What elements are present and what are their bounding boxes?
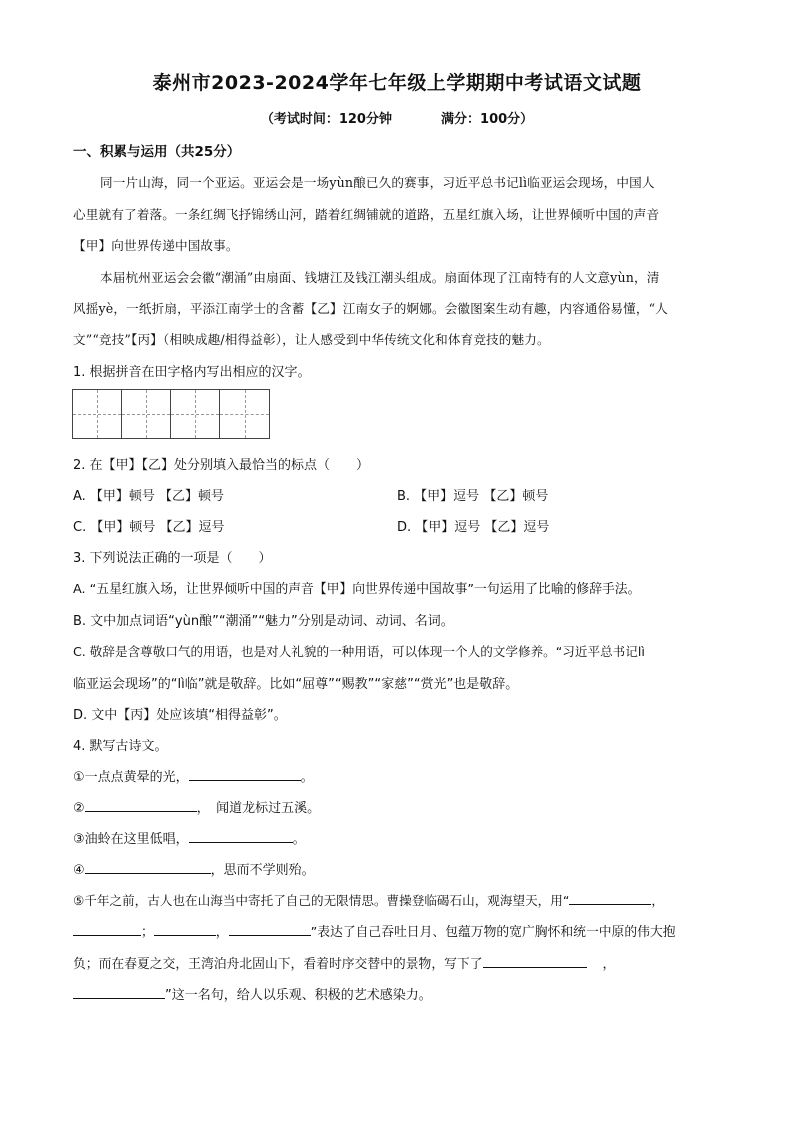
q4-item-1-post: 。 [300,770,314,785]
answer-blank[interactable] [189,766,301,781]
q3-option-d[interactable]: D. 文中【丙】处应该填“相得益彰”。 [73,708,287,723]
answer-blank[interactable] [85,859,211,874]
passage-p2-line1: 本届杭州亚运会会徽“潮涌”由扇面、钱塘江及钱江潮头组成。扇面体现了江南特有的人文意yùn，清 [100,270,660,285]
q4-item-5-line2 [73,921,676,940]
passage-p1-line2: 心里就有了着落。一条红绸飞抒锦绣山河，踏着红绸铺就的道路，五星红旗入场，让世界倾听中国的声音 [73,207,660,222]
q4-item-5-text2: ”表达了自己吞吐日月、包蕴万物的宽广胸怀和统一中原的伟大抱 [310,925,676,940]
passage-p2-line2: 风摇yè，一纸折扇，平添江南学士的含蓄【乙】江南女子的婀娜。会徽图案生动有趣，内容通俗易懂，“人 [73,301,668,316]
q4-item-5-line4 [73,984,432,1003]
q4-item-5-text4: ”这一名句，给人以乐观、积极的艺术感染力。 [165,988,432,1003]
q4-item-4-post: ，思而不学则殆。 [210,863,315,878]
passage-p1-line1: 同一片山海，同一个亚运。亚运会是一场yùn酿已久的赛事，习近平总书记lì临亚运会现场，中国人 [100,175,655,190]
q3-option-b[interactable]: B. 文中加点词语“yùn酿”“潮涌”“魅力”分别是动词、动词、名词。 [73,614,454,629]
grid-cell[interactable] [171,390,220,438]
q3-option-c-line2[interactable]: 临亚运会现场”的“lì临”就是敬辞。比如“屈尊”“赐教”“家慈”“赏光”也是敬辞。 [73,677,519,692]
question-2: 2. 在【甲】【乙】处分别填入最恰当的标点（ ） [73,458,370,473]
section-heading: 一、积累与运用（共25分） [73,144,241,160]
grid-cell[interactable] [73,390,122,438]
answer-blank[interactable] [189,828,293,843]
question-1: 1. 根据拼音在田字格内写出相应的汉字。 [73,365,311,380]
q4-item-1-pre: ①一点点黄晕的光， [73,770,189,785]
q4-item-5-text1: ⑤千年之前，古人也在山海当中寄托了自己的无限情思。曹操登临碣石山，观海望天，用“ [73,893,570,908]
q3-option-c-line1[interactable]: C. 敬辞是含尊敬口气的用语，也是对人礼貌的一种用语，可以体现一个人的文学修养。“习近平总书记lì [73,644,645,659]
answer-blank[interactable] [569,890,651,905]
q2-option-d[interactable]: D. 【甲】逗号 【乙】逗号 [397,520,550,535]
q4-item-5-text1-end: ， [651,893,664,908]
q2-option-a[interactable]: A. 【甲】顿号 【乙】顿号 [73,489,225,504]
answer-blank[interactable] [154,921,216,936]
q4-item-5-text3-end: ， [602,957,616,972]
q4-item-5-line3 [73,953,615,972]
q4-item-4 [73,859,315,878]
q4-item-5-text3: 负；而在春夏之交，王湾泊舟北固山下，看着时序交替中的景物，写下了 [73,957,483,972]
q2-option-b[interactable]: B. 【甲】逗号 【乙】顿号 [397,489,549,504]
tianzige-grid[interactable] [72,389,270,439]
q4-item-5-sep-b: ， [215,925,229,940]
q3-option-a[interactable]: A. “五星红旗入场，让世界倾听中国的声音【甲】向世界传递中国故事”一句运用了比喻的修辞手法。 [73,582,641,597]
exam-score: 满分：100分） [441,112,534,127]
answer-blank[interactable] [73,921,141,936]
q4-item-4-pre: ④ [73,863,85,878]
q4-item-2 [73,797,320,816]
passage-p1-line3: 【甲】向世界传递中国故事。 [73,238,239,253]
q4-item-3-pre: ③油蛉在这里低唱， [73,832,189,847]
page-title: 泰州市2023-2024学年七年级上学期期中考试语文试题 [152,72,642,94]
q4-item-1 [73,766,314,785]
grid-cell[interactable] [220,390,269,438]
exam-info [0,108,794,127]
question-4: 4. 默写古诗文。 [73,739,168,754]
q4-item-3-post: 。 [292,832,306,847]
answer-blank[interactable] [85,797,197,812]
passage-p2-line3: 文”“竞技”【丙】（相映成趣/相得益彰），让人感受到中华传统文化和体育竞技的魅力。 [73,332,550,347]
question-3: 3. 下列说法正确的一项是（ ） [73,551,272,566]
answer-blank[interactable] [73,984,165,999]
answer-blank[interactable] [483,953,587,968]
grid-cell[interactable] [122,390,171,438]
answer-blank[interactable] [229,921,311,936]
exam-time: （考试时间：120分钟 [260,112,392,127]
q4-item-3 [73,828,306,847]
q4-item-2-post: ， 闻道龙标过五溪。 [196,801,321,816]
q2-option-c[interactable]: C. 【甲】顿号 【乙】逗号 [73,520,225,535]
q4-item-5-line1 [73,890,664,909]
q4-item-5-sep-a: ； [141,925,154,940]
q4-item-2-pre: ② [73,801,85,816]
